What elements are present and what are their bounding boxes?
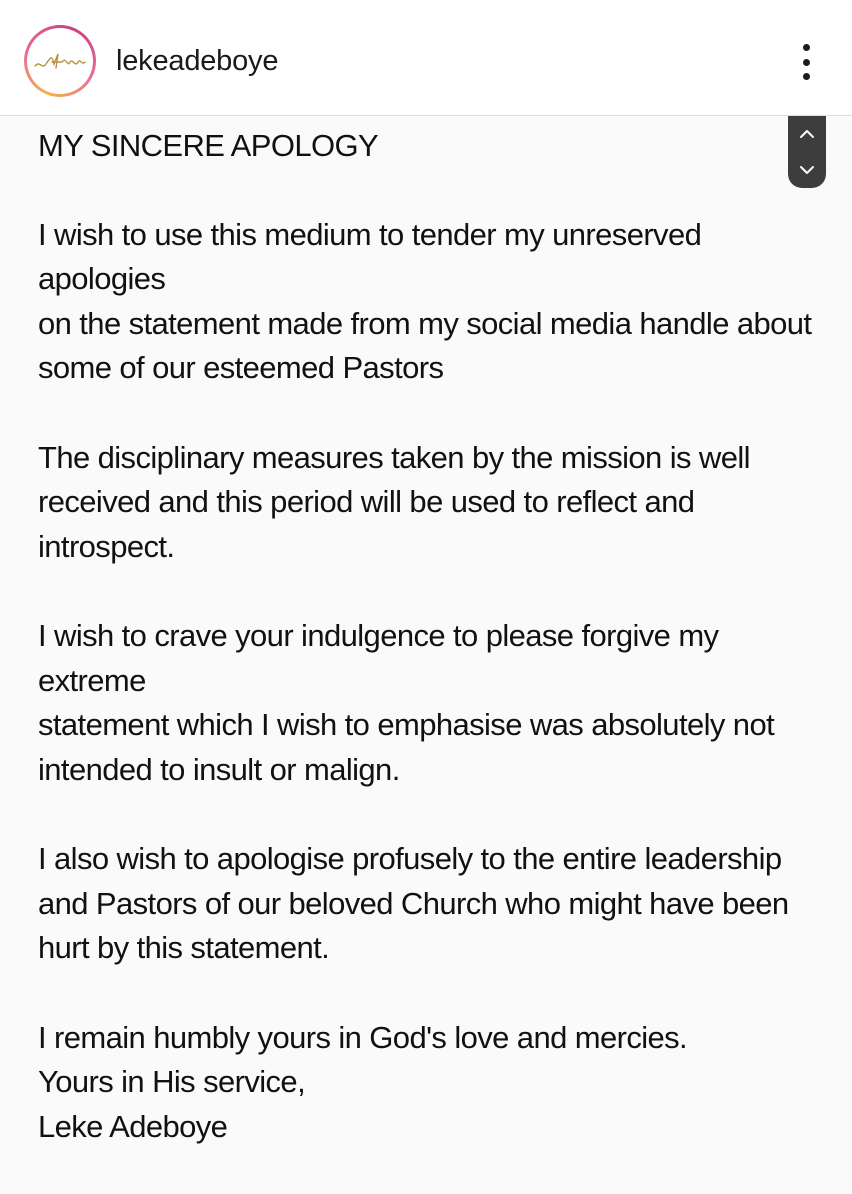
paragraph-1: I wish to use this medium to tender my unreserved apologies on the statement made from my social media handle about some of our esteemed Pastors bbox=[38, 216, 812, 385]
dot bbox=[803, 44, 810, 51]
paragraph-2: The disciplinary measures taken by the mission is well received and this period will be used to reflect and introspect. bbox=[38, 439, 750, 564]
paragraph-3: I wish to crave your indulgence to please forgive my extreme statement which I wish to emphasise was absolutely not intended to insult or malign. bbox=[38, 618, 775, 787]
dot bbox=[803, 59, 810, 66]
username[interactable]: lekeadeboye bbox=[116, 45, 279, 77]
paragraph-5: I remain humbly yours in God's love and mercies. Yours in His service, Leke Adeboye bbox=[38, 1019, 688, 1144]
signature-logo-icon bbox=[27, 28, 93, 94]
paragraph-4: I also wish to apologise profusely to the entire leadership and Pastors of our beloved Church who might have been hurt by this statement. bbox=[38, 841, 789, 965]
post-title: MY SINCERE APOLOGY bbox=[38, 128, 379, 163]
scroll-navigator bbox=[788, 116, 826, 188]
post-header bbox=[0, 0, 852, 116]
dot bbox=[803, 73, 810, 80]
chevron-down-icon[interactable] bbox=[788, 152, 826, 188]
post-text bbox=[38, 124, 828, 1194]
vertical-ellipsis-icon[interactable] bbox=[788, 38, 824, 86]
avatar[interactable] bbox=[24, 25, 96, 97]
chevron-up-icon[interactable] bbox=[788, 116, 826, 152]
